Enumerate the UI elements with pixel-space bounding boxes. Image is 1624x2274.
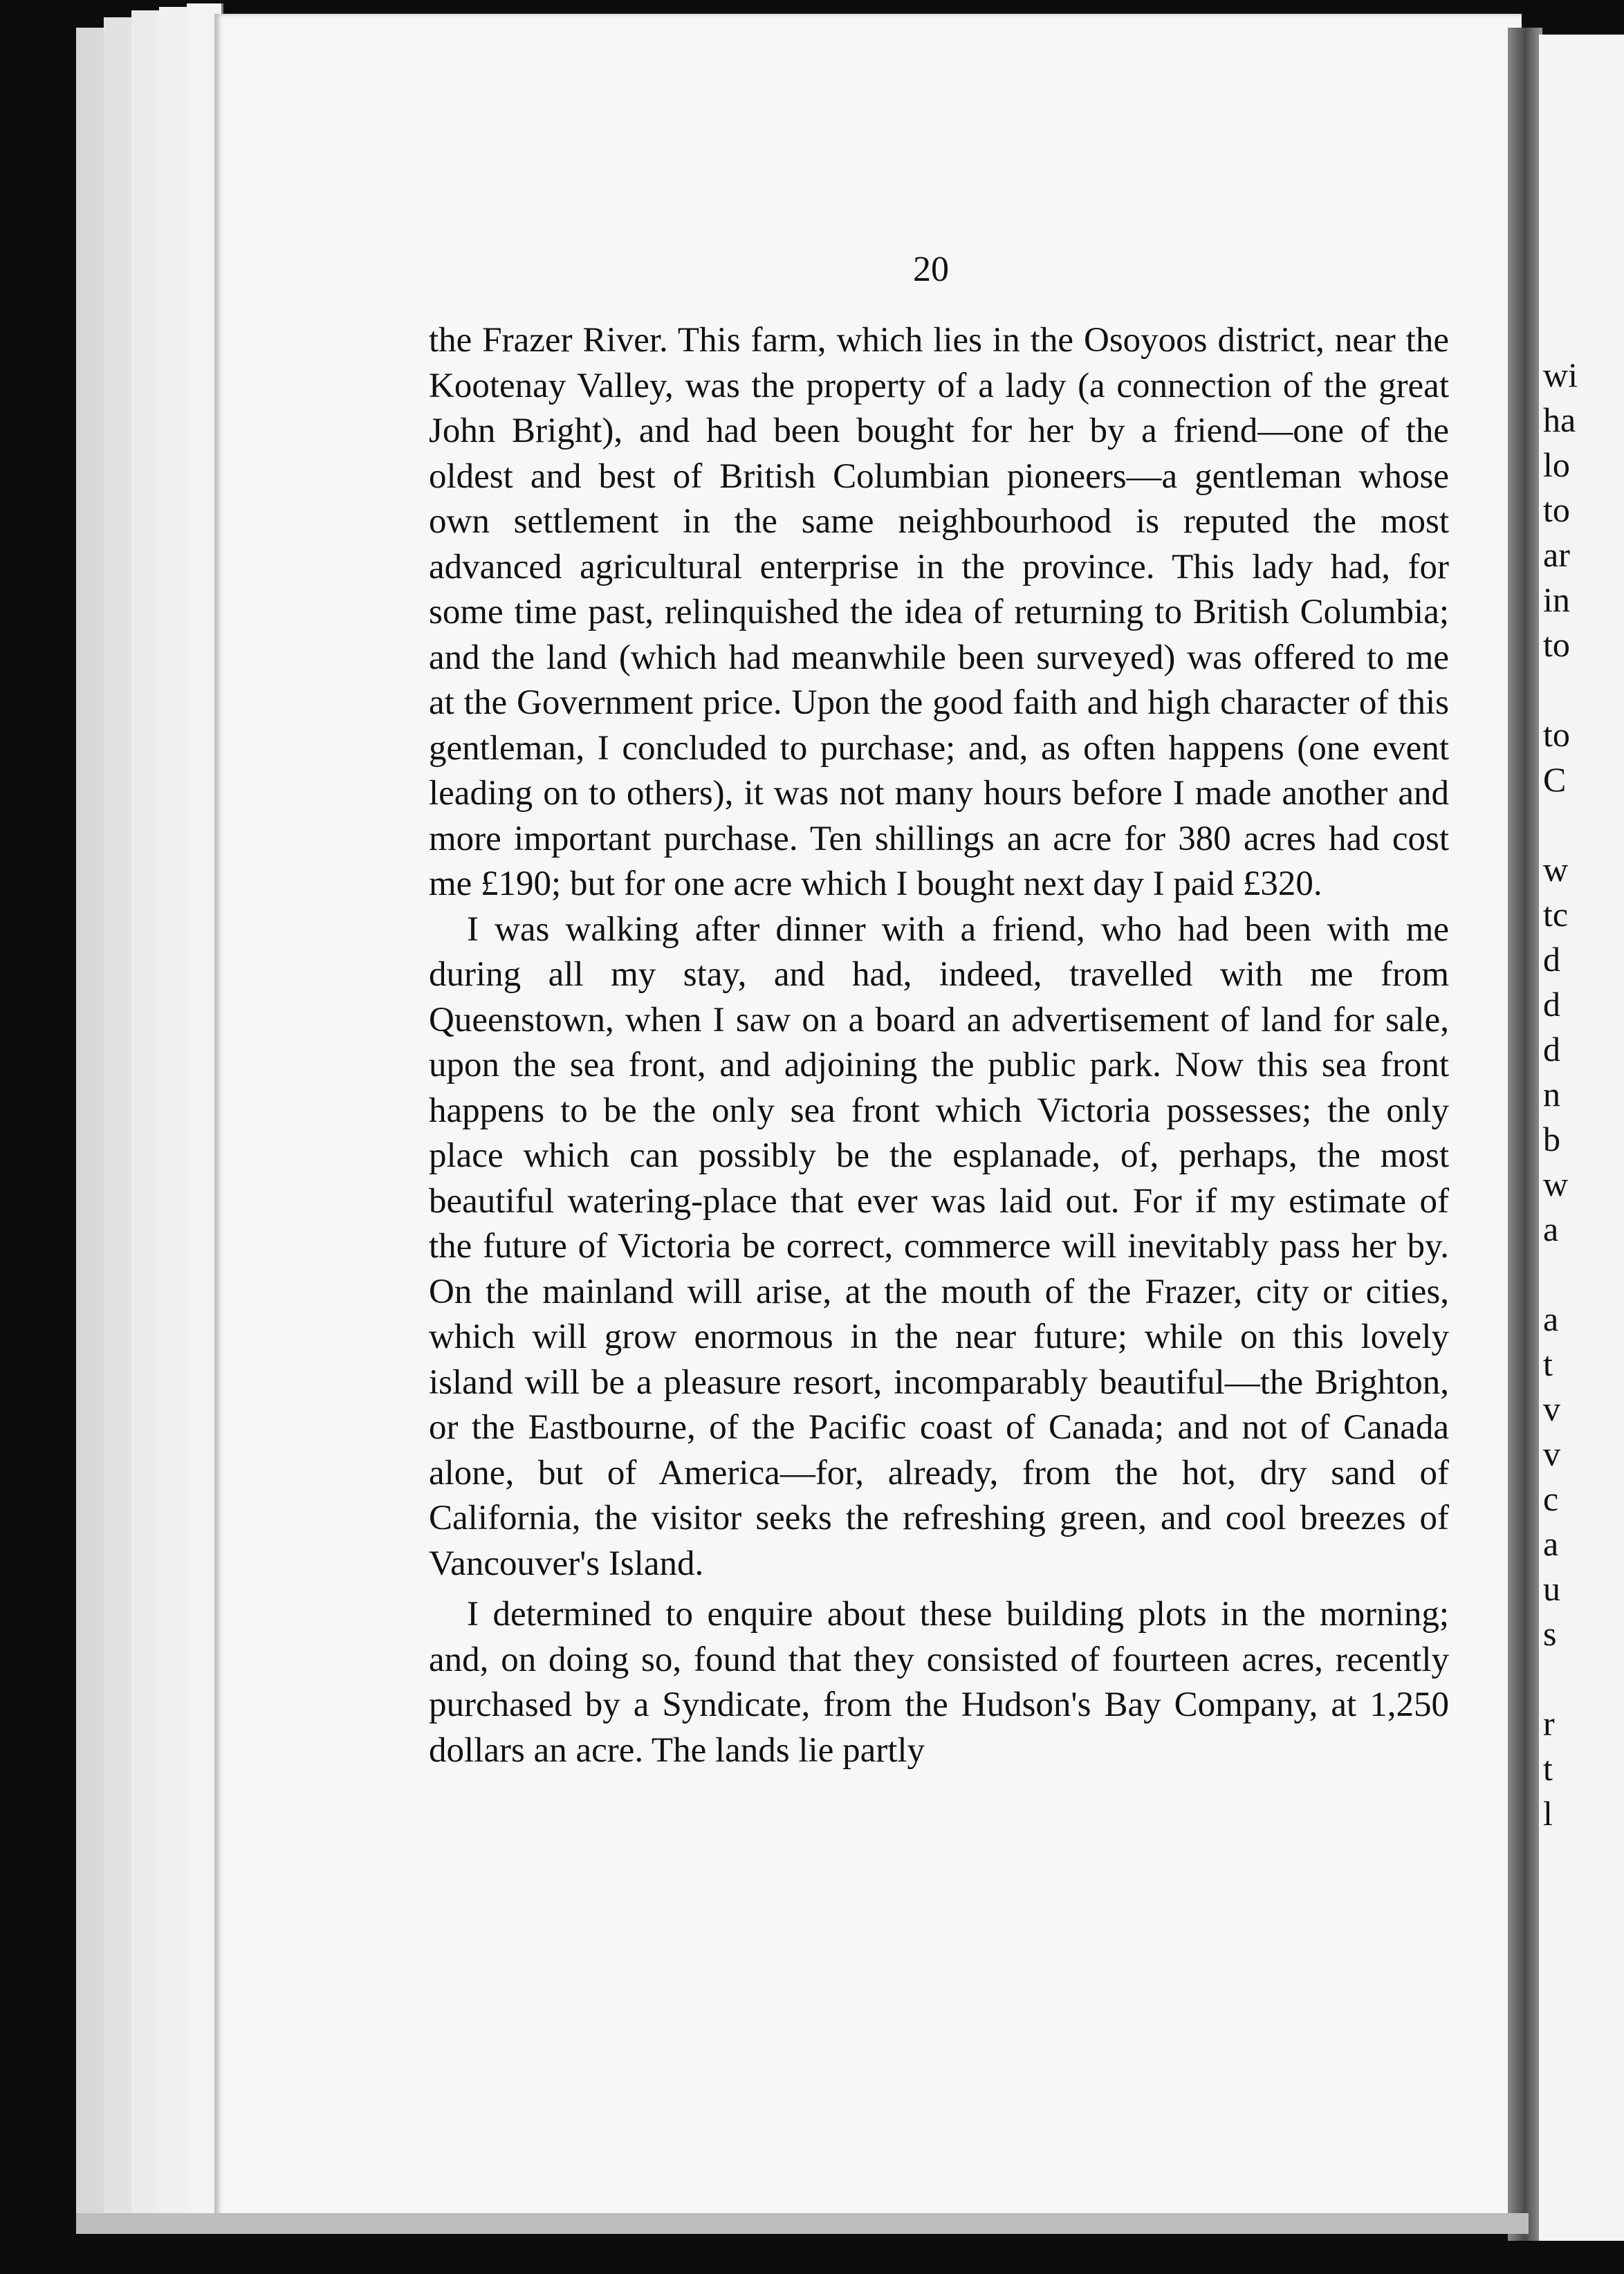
body-text [429,318,1449,1773]
paragraph: I determined to enquire about these building plots in the morning; and, on doing so, found that they consisted of fourteen acres, recently purchased by a Syndicate, from the Hudson's Bay Company, at 1,250 dollars an acre. The lands lie partly [429,1595,1449,1770]
page-bottom-edge [76,2213,1529,2234]
facing-page [1539,35,1624,2241]
book-gutter [1508,28,1542,2241]
facing-page-text: wi ha lo to ar in to to C w tc d d d n b w a a t v v c a u s r t l [1543,355,1578,1833]
paragraph: I was walking after dinner with a friend, who had been with me during all my stay, and had, indeed, travelled with me from Queenstown, when I saw on a board an advertisement of land for sale, upon the sea front, and adjoining the public park. Now this sea front happens to be the only sea front which Victoria possesses; the only place which can possibly be the esplanade, of, perhaps, the most beautiful watering-place that ever was laid out. For if my estimate of the future of Victoria be correct, commerce will inevitably pass her by. On the mainland will arise, at the mouth of the Frazer, city or cities, which will grow enormous in the near future; while on this lovely island will be a pleasure resort, incomparably beautiful—the Brighton, or the Eastbourne, of the Pacific coast of Canada; and not of Canada alone, but of America—for, already, from the hot, dry sand of California, the visitor seeks the refreshing green, and cool breezes of Vancouver's Island. [429,909,1449,1583]
paragraph: the Frazer River. This farm, which lies in the Osoyoos district, near the Kootenay Valley, was the property of a lady (a connection of the great John Bright), and had been bought for her by a friend—one of the oldest and best of British Columbian pioneers—a gentleman whose own settlement in the same neighbourhood is reputed the most advanced agricultural enterprise in the province. This lady had, for some time past, relinquished the idea of returning to British Columbia; and the land (which had meanwhile been surveyed) was offered to me at the Government price. Upon the good faith and high character of this gentleman, I concluded to purchase; and, as often happens (one event leading on to others), it was not many hours before I made another and more important purchase. Ten shillings an acre for 380 acres had cost me £190; but for one acre which I bought next day I paid £320. [429,321,1449,903]
page-number: 20 [913,250,949,289]
